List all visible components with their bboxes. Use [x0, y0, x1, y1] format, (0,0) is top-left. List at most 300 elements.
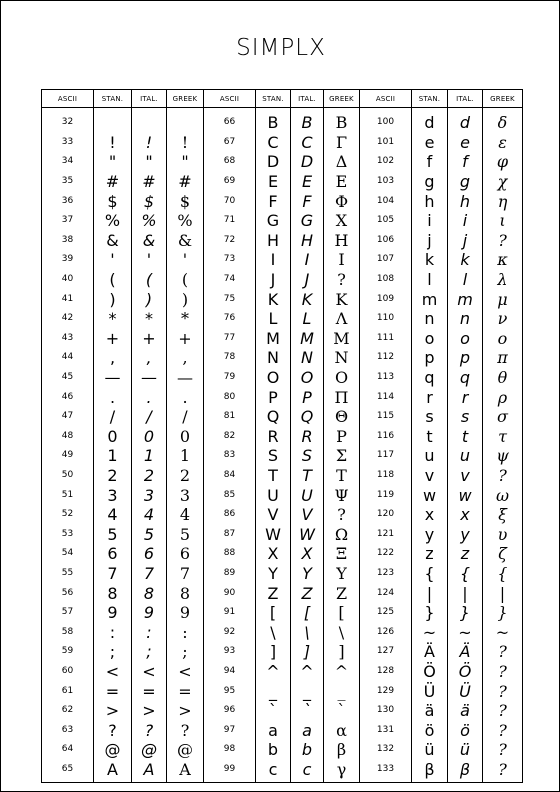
ascii-code-cell: 96	[204, 701, 256, 721]
greek-glyph-cell: Ξ	[324, 544, 360, 564]
italic-glyph-cell: ]	[291, 642, 324, 662]
ascii-code-cell: 83	[204, 446, 256, 466]
standard-glyph-cell: +	[94, 329, 132, 349]
ascii-code-cell: 48	[42, 427, 94, 447]
standard-glyph-cell: s	[412, 407, 448, 427]
italic-glyph-cell: j	[448, 231, 483, 251]
greek-glyph-cell: B	[324, 113, 360, 133]
standard-glyph-cell: %	[94, 211, 132, 231]
standard-glyph-cell: !	[94, 133, 132, 153]
italic-glyph-cell: .	[132, 387, 167, 407]
ascii-code-cell: 87	[204, 524, 256, 544]
ascii-code-cell: 123	[360, 564, 412, 584]
italic-glyph-cell: ;	[132, 642, 167, 662]
italic-glyph-cell: B	[291, 113, 324, 133]
ascii-code-cell: 80	[204, 387, 256, 407]
greek-glyph-cell: κ	[483, 250, 523, 270]
ascii-code-cell: 88	[204, 544, 256, 564]
ascii-code-cell: 126	[360, 622, 412, 642]
ascii-code-cell: 62	[42, 701, 94, 721]
standard-glyph-cell: L	[256, 309, 291, 329]
greek-glyph-cell: ζ	[483, 544, 523, 564]
ascii-code-cell: 75	[204, 289, 256, 309]
ascii-code-cell: 93	[204, 642, 256, 662]
ascii-code-cell: 37	[42, 211, 94, 231]
italic-glyph-cell: 3	[132, 485, 167, 505]
greek-glyph-cell: #	[167, 172, 204, 192]
standard-glyph-cell: V	[256, 505, 291, 525]
ascii-code-cell: 32	[42, 113, 94, 133]
ascii-code-cell: 119	[360, 485, 412, 505]
greek-glyph-cell: @	[167, 740, 204, 760]
standard-glyph-cell: X	[256, 544, 291, 564]
ascii-code-cell: 49	[42, 446, 94, 466]
standard-glyph-cell: ;	[94, 642, 132, 662]
greek-glyph-cell: ω	[483, 485, 523, 505]
greek-glyph-cell: %	[167, 211, 204, 231]
italic-glyph-cell: Ö	[448, 662, 483, 682]
ascii-code-cell: 36	[42, 191, 94, 211]
standard-glyph-cell: 1	[94, 446, 132, 466]
ascii-code-cell: 111	[360, 329, 412, 349]
table-row	[42, 466, 523, 486]
standard-glyph-cell: Z	[256, 583, 291, 603]
ascii-code-cell: 118	[360, 466, 412, 486]
standard-glyph-cell: #	[94, 172, 132, 192]
italic-glyph-cell: n	[448, 309, 483, 329]
italic-glyph-cell: l	[448, 270, 483, 290]
greek-glyph-cell: 9	[167, 603, 204, 623]
standard-glyph-cell: 8	[94, 583, 132, 603]
standard-glyph-cell: ]	[256, 642, 291, 662]
table-row	[42, 701, 523, 721]
greek-glyph-cell: ν	[483, 309, 523, 329]
italic-glyph-cell: 0	[132, 427, 167, 447]
standard-glyph-cell: b	[256, 740, 291, 760]
standard-glyph-cell: <	[94, 662, 132, 682]
standard-glyph-cell: F	[256, 191, 291, 211]
italic-glyph-cell: I	[291, 250, 324, 270]
italic-glyph-cell: $	[132, 191, 167, 211]
standard-glyph-cell: q	[412, 368, 448, 388]
column-header: ITAL.	[448, 90, 483, 108]
greek-glyph-cell: —	[167, 368, 204, 388]
greek-glyph-cell: Λ	[324, 309, 360, 329]
table-row	[42, 348, 523, 368]
standard-glyph-cell: ä	[412, 701, 448, 721]
standard-glyph-cell: |	[412, 583, 448, 603]
italic-glyph-cell: z	[448, 544, 483, 564]
ascii-code-cell: 115	[360, 407, 412, 427]
greek-glyph-cell: "	[167, 152, 204, 172]
standard-glyph-cell: `	[256, 701, 291, 721]
standard-glyph-cell: c	[256, 760, 291, 783]
italic-glyph-cell: _	[291, 681, 324, 701]
greek-glyph-cell: Z	[324, 583, 360, 603]
table-body	[42, 108, 523, 783]
greek-glyph-cell: δ	[483, 113, 523, 133]
italic-glyph-cell: Y	[291, 564, 324, 584]
greek-glyph-cell: o	[483, 329, 523, 349]
greek-glyph-cell: {	[483, 564, 523, 584]
ascii-code-cell: 46	[42, 387, 94, 407]
standard-glyph-cell: C	[256, 133, 291, 153]
table-row	[42, 760, 523, 783]
standard-glyph-cell: t	[412, 427, 448, 447]
ascii-code-cell: 69	[204, 172, 256, 192]
standard-glyph-cell: &	[94, 231, 132, 251]
ascii-code-cell: 99	[204, 760, 256, 783]
table-row	[42, 524, 523, 544]
standard-glyph-cell: S	[256, 446, 291, 466]
ascii-code-cell: 60	[42, 662, 94, 682]
italic-glyph-cell: :	[132, 622, 167, 642]
italic-glyph-cell: !	[132, 133, 167, 153]
table-row	[42, 191, 523, 211]
page-title: SIMPLX	[236, 35, 326, 61]
standard-glyph-cell: @	[94, 740, 132, 760]
ascii-code-cell: 66	[204, 113, 256, 133]
column-header: GREEK	[167, 90, 204, 108]
ascii-code-cell: 56	[42, 583, 94, 603]
italic-glyph-cell: S	[291, 446, 324, 466]
italic-glyph-cell: ~	[448, 622, 483, 642]
ascii-code-cell: 50	[42, 466, 94, 486]
italic-glyph-cell: c	[291, 760, 324, 783]
italic-glyph-cell: G	[291, 211, 324, 231]
italic-glyph-cell: i	[448, 211, 483, 231]
standard-glyph-cell: f	[412, 152, 448, 172]
italic-glyph-cell: 8	[132, 583, 167, 603]
ascii-code-cell: 78	[204, 348, 256, 368]
font-character-table	[41, 89, 523, 783]
standard-glyph-cell: n	[412, 309, 448, 329]
ascii-code-cell: 52	[42, 505, 94, 525]
ascii-code-cell: 101	[360, 133, 412, 153]
greek-glyph-cell: ?	[167, 720, 204, 740]
greek-glyph-cell: :	[167, 622, 204, 642]
ascii-code-cell: 51	[42, 485, 94, 505]
standard-glyph-cell: k	[412, 250, 448, 270]
greek-glyph-cell: ?	[483, 760, 523, 783]
italic-glyph-cell: W	[291, 524, 324, 544]
italic-glyph-cell: L	[291, 309, 324, 329]
ascii-code-cell: 85	[204, 485, 256, 505]
ascii-code-cell: 59	[42, 642, 94, 662]
standard-glyph-cell: g	[412, 172, 448, 192]
italic-glyph-cell: ö	[448, 720, 483, 740]
column-header: STAN.	[256, 90, 291, 108]
ascii-code-cell: 54	[42, 544, 94, 564]
ascii-code-cell: 74	[204, 270, 256, 290]
standard-glyph-cell: R	[256, 427, 291, 447]
greek-glyph-cell: λ	[483, 270, 523, 290]
ascii-code-cell: 53	[42, 524, 94, 544]
standard-glyph-cell: =	[94, 681, 132, 701]
ascii-code-cell: 132	[360, 740, 412, 760]
greek-glyph-cell: M	[324, 329, 360, 349]
ascii-code-cell: 45	[42, 368, 94, 388]
standard-glyph-cell: e	[412, 133, 448, 153]
greek-glyph-cell: γ	[324, 760, 360, 783]
italic-glyph-cell: 9	[132, 603, 167, 623]
table-row	[42, 172, 523, 192]
greek-glyph-cell: ?	[483, 740, 523, 760]
italic-glyph-cell: E	[291, 172, 324, 192]
italic-glyph-cell: D	[291, 152, 324, 172]
greek-glyph-cell: ,	[167, 348, 204, 368]
standard-glyph-cell: I	[256, 250, 291, 270]
greek-glyph-cell: 1	[167, 446, 204, 466]
standard-glyph-cell: ö	[412, 720, 448, 740]
standard-glyph-cell: u	[412, 446, 448, 466]
greek-glyph-cell: ?	[483, 231, 523, 251]
ascii-code-cell: 117	[360, 446, 412, 466]
standard-glyph-cell: K	[256, 289, 291, 309]
ascii-code-cell: 124	[360, 583, 412, 603]
standard-glyph-cell: w	[412, 485, 448, 505]
standard-glyph-cell: 0	[94, 427, 132, 447]
ascii-code-cell: 33	[42, 133, 94, 153]
standard-glyph-cell: $	[94, 191, 132, 211]
ascii-code-cell: 57	[42, 603, 94, 623]
table-row	[42, 505, 523, 525]
ascii-code-cell: 95	[204, 681, 256, 701]
column-header: GREEK	[324, 90, 360, 108]
greek-glyph-cell: '	[167, 250, 204, 270]
greek-glyph-cell: σ	[483, 407, 523, 427]
greek-glyph-cell: ^	[324, 662, 360, 682]
standard-glyph-cell: O	[256, 368, 291, 388]
ascii-code-cell: 41	[42, 289, 94, 309]
ascii-code-cell: 103	[360, 172, 412, 192]
greek-glyph-cell: ?	[483, 642, 523, 662]
greek-glyph-cell: 5	[167, 524, 204, 544]
greek-glyph-cell: ?	[483, 662, 523, 682]
ascii-code-cell: 125	[360, 603, 412, 623]
greek-glyph-cell: ψ	[483, 446, 523, 466]
ascii-code-cell: 98	[204, 740, 256, 760]
italic-glyph-cell: y	[448, 524, 483, 544]
standard-glyph-cell: m	[412, 289, 448, 309]
italic-glyph-cell: x	[448, 505, 483, 525]
ascii-code-cell: 84	[204, 466, 256, 486]
italic-glyph-cell: ä	[448, 701, 483, 721]
italic-glyph-cell: b	[291, 740, 324, 760]
greek-glyph-cell: θ	[483, 368, 523, 388]
table-row	[42, 329, 523, 349]
ascii-code-cell: 58	[42, 622, 94, 642]
italic-glyph-cell: d	[448, 113, 483, 133]
greek-glyph-cell: >	[167, 701, 204, 721]
standard-glyph-cell: '	[94, 250, 132, 270]
ascii-code-cell: 34	[42, 152, 94, 172]
italic-glyph-cell: t	[448, 427, 483, 447]
standard-glyph-cell: d	[412, 113, 448, 133]
greek-glyph-cell: I	[324, 250, 360, 270]
italic-glyph-cell: w	[448, 485, 483, 505]
ascii-code-cell: 43	[42, 329, 94, 349]
greek-glyph-cell: 4	[167, 505, 204, 525]
greek-glyph-cell: τ	[483, 427, 523, 447]
standard-glyph-cell: (	[94, 270, 132, 290]
italic-glyph-cell: u	[448, 446, 483, 466]
standard-glyph-cell: Ü	[412, 681, 448, 701]
standard-glyph-cell: H	[256, 231, 291, 251]
greek-glyph-cell: )	[167, 289, 204, 309]
italic-glyph-cell: '	[132, 250, 167, 270]
table-row	[42, 270, 523, 290]
table-row	[42, 544, 523, 564]
ascii-code-cell: 133	[360, 760, 412, 783]
italic-glyph-cell: H	[291, 231, 324, 251]
standard-glyph-cell: T	[256, 466, 291, 486]
column-header: ASCII	[42, 90, 94, 108]
italic-glyph-cell: k	[448, 250, 483, 270]
standard-glyph-cell: h	[412, 191, 448, 211]
table-row	[42, 642, 523, 662]
standard-glyph-cell: ?	[94, 720, 132, 740]
standard-glyph-cell: /	[94, 407, 132, 427]
greek-glyph-cell: /	[167, 407, 204, 427]
standard-glyph-cell: 7	[94, 564, 132, 584]
italic-glyph-cell: m	[448, 289, 483, 309]
italic-glyph-cell: ^	[291, 662, 324, 682]
greek-glyph-cell: T	[324, 466, 360, 486]
table-header-row	[42, 90, 523, 108]
ascii-code-cell: 91	[204, 603, 256, 623]
italic-glyph-cell: Ü	[448, 681, 483, 701]
standard-glyph-cell: p	[412, 348, 448, 368]
greek-glyph-cell: 3	[167, 485, 204, 505]
standard-glyph-cell: v	[412, 466, 448, 486]
ascii-code-cell: 106	[360, 231, 412, 251]
standard-glyph-cell: 6	[94, 544, 132, 564]
standard-glyph-cell: Ä	[412, 642, 448, 662]
italic-glyph-cell: &	[132, 231, 167, 251]
column-header: STAN.	[94, 90, 132, 108]
italic-glyph-cell: v	[448, 466, 483, 486]
italic-glyph-cell: |	[448, 583, 483, 603]
table-row	[42, 387, 523, 407]
italic-glyph-cell: β	[448, 760, 483, 783]
italic-glyph-cell: #	[132, 172, 167, 192]
italic-glyph-cell: F	[291, 191, 324, 211]
table-row	[42, 622, 523, 642]
italic-glyph-cell: 5	[132, 524, 167, 544]
ascii-code-cell: 121	[360, 524, 412, 544]
greek-glyph-cell: ?	[324, 505, 360, 525]
table-row	[42, 368, 523, 388]
greek-glyph-cell: \	[324, 622, 360, 642]
standard-glyph-cell: r	[412, 387, 448, 407]
greek-glyph-cell: Γ	[324, 133, 360, 153]
greek-glyph-cell: Φ	[324, 191, 360, 211]
column-header: STAN.	[412, 90, 448, 108]
greek-glyph-cell: ?	[483, 701, 523, 721]
greek-glyph-cell: μ	[483, 289, 523, 309]
italic-glyph-cell: \	[291, 622, 324, 642]
standard-glyph-cell: 3	[94, 485, 132, 505]
ascii-code-cell: 73	[204, 250, 256, 270]
table-row	[42, 309, 523, 329]
italic-glyph-cell: C	[291, 133, 324, 153]
greek-glyph-cell: |	[483, 583, 523, 603]
standard-glyph-cell: A	[94, 760, 132, 783]
ascii-code-cell: 39	[42, 250, 94, 270]
standard-glyph-cell: {	[412, 564, 448, 584]
standard-glyph-cell: :	[94, 622, 132, 642]
greek-glyph-cell: K	[324, 289, 360, 309]
ascii-code-cell: 44	[42, 348, 94, 368]
greek-glyph-cell: Ψ	[324, 485, 360, 505]
italic-glyph-cell: <	[132, 662, 167, 682]
italic-glyph-cell: P	[291, 387, 324, 407]
ascii-code-cell: 114	[360, 387, 412, 407]
ascii-code-cell: 90	[204, 583, 256, 603]
standard-glyph-cell: ü	[412, 740, 448, 760]
standard-glyph-cell: M	[256, 329, 291, 349]
italic-glyph-cell: %	[132, 211, 167, 231]
standard-glyph-cell: ^	[256, 662, 291, 682]
greek-glyph-cell: ρ	[483, 387, 523, 407]
greek-glyph-cell: ;	[167, 642, 204, 662]
greek-glyph-cell: ε	[483, 133, 523, 153]
greek-glyph-cell: !	[167, 133, 204, 153]
greek-glyph-cell: υ	[483, 524, 523, 544]
ascii-code-cell: 89	[204, 564, 256, 584]
standard-glyph-cell: *	[94, 309, 132, 329]
ascii-code-cell: 81	[204, 407, 256, 427]
standard-glyph-cell: W	[256, 524, 291, 544]
table-row	[42, 681, 523, 701]
greek-glyph-cell: Ω	[324, 524, 360, 544]
ascii-code-cell: 110	[360, 309, 412, 329]
italic-glyph-cell: (	[132, 270, 167, 290]
italic-glyph-cell	[132, 113, 167, 133]
ascii-code-cell: 71	[204, 211, 256, 231]
standard-glyph-cell: 2	[94, 466, 132, 486]
greek-glyph-cell: &	[167, 231, 204, 251]
ascii-code-cell: 40	[42, 270, 94, 290]
italic-glyph-cell: +	[132, 329, 167, 349]
table-row	[42, 564, 523, 584]
greek-glyph-cell: 7	[167, 564, 204, 584]
greek-glyph-cell: Π	[324, 387, 360, 407]
italic-glyph-cell: —	[132, 368, 167, 388]
greek-glyph-cell: π	[483, 348, 523, 368]
greek-glyph-cell: A	[167, 760, 204, 783]
greek-glyph-cell: ?	[324, 270, 360, 290]
ascii-code-cell: 61	[42, 681, 94, 701]
standard-glyph-cell: j	[412, 231, 448, 251]
ascii-code-cell: 47	[42, 407, 94, 427]
greek-glyph-cell: ]	[324, 642, 360, 662]
greek-glyph-cell: ?	[483, 720, 523, 740]
italic-glyph-cell: }	[448, 603, 483, 623]
italic-glyph-cell: 7	[132, 564, 167, 584]
standard-glyph-cell: 4	[94, 505, 132, 525]
ascii-code-cell: 113	[360, 368, 412, 388]
standard-glyph-cell: o	[412, 329, 448, 349]
ascii-code-cell: 97	[204, 720, 256, 740]
ascii-code-cell: 77	[204, 329, 256, 349]
italic-glyph-cell: V	[291, 505, 324, 525]
greek-glyph-cell: `	[324, 701, 360, 721]
standard-glyph-cell: )	[94, 289, 132, 309]
greek-glyph-cell: Y	[324, 564, 360, 584]
greek-glyph-cell: E	[324, 172, 360, 192]
